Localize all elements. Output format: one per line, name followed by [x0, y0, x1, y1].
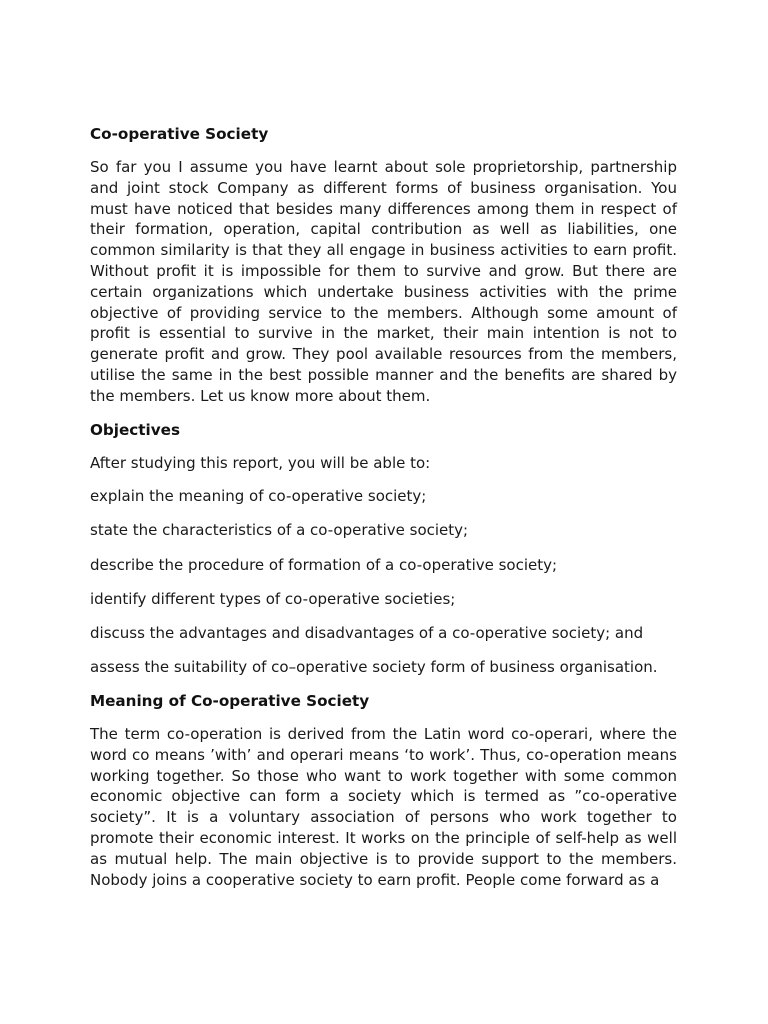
section-heading-co-operative-society: Co-operative Society: [90, 125, 269, 143]
section-heading-objectives: Objectives: [90, 420, 180, 439]
intro-paragraph: So far you I assume you have learnt about sole proprietorship, partnership and joint stock Company as different forms of business organisation. You must have noticed that besides many differences among them in respect of their formation, operation, capital contribution as well as liabilities, one common similarity is that they all engage in business activities to earn profit. Without profit it is impossible for them to survive and grow. But there are certain organizations which undertake business activities with the prime objective of providing service to the members. Although some amount of profit is essential to survive in the market, their main intention is not to generate profit and grow. They pool available resources from the members, utilise the same in the best possible manner and the benefits are shared by the members. Let us know more about them.: [90, 158, 677, 405]
objective-item: explain the meaning of co-operative society;: [90, 487, 427, 506]
objective-item: identify different types of co-operative societies;: [90, 589, 456, 608]
objectives-list: [90, 486, 677, 677]
objective-item: assess the suitability of co–operative society form of business organisation.: [90, 657, 658, 676]
objective-item: state the characteristics of a co-operative society;: [90, 521, 469, 540]
objective-item: discuss the advantages and disadvantages of a co-operative society; and: [90, 623, 644, 642]
objective-item: describe the procedure of formation of a co-operative society;: [90, 555, 558, 574]
document-page: [90, 124, 677, 903]
section-heading-meaning: Meaning of Co-operative Society: [90, 691, 370, 710]
objectives-intro: After studying this report, you will be able to:: [90, 453, 431, 472]
meaning-paragraph: The term co-operation is derived from the Latin word co-operari, where the word co means ’with’ and operari means ‘to work’. Thus, co-operation means working together. So those who want to work together with some common economic objective can form a society which is termed as ”co-operative society”. It is a voluntary association of persons who work together to promote their economic interest. It works on the principle of self-help as well as mutual help. The main objective is to provide support to the members. Nobody joins a cooperative society to earn profit. People come forward as a: [90, 724, 677, 889]
